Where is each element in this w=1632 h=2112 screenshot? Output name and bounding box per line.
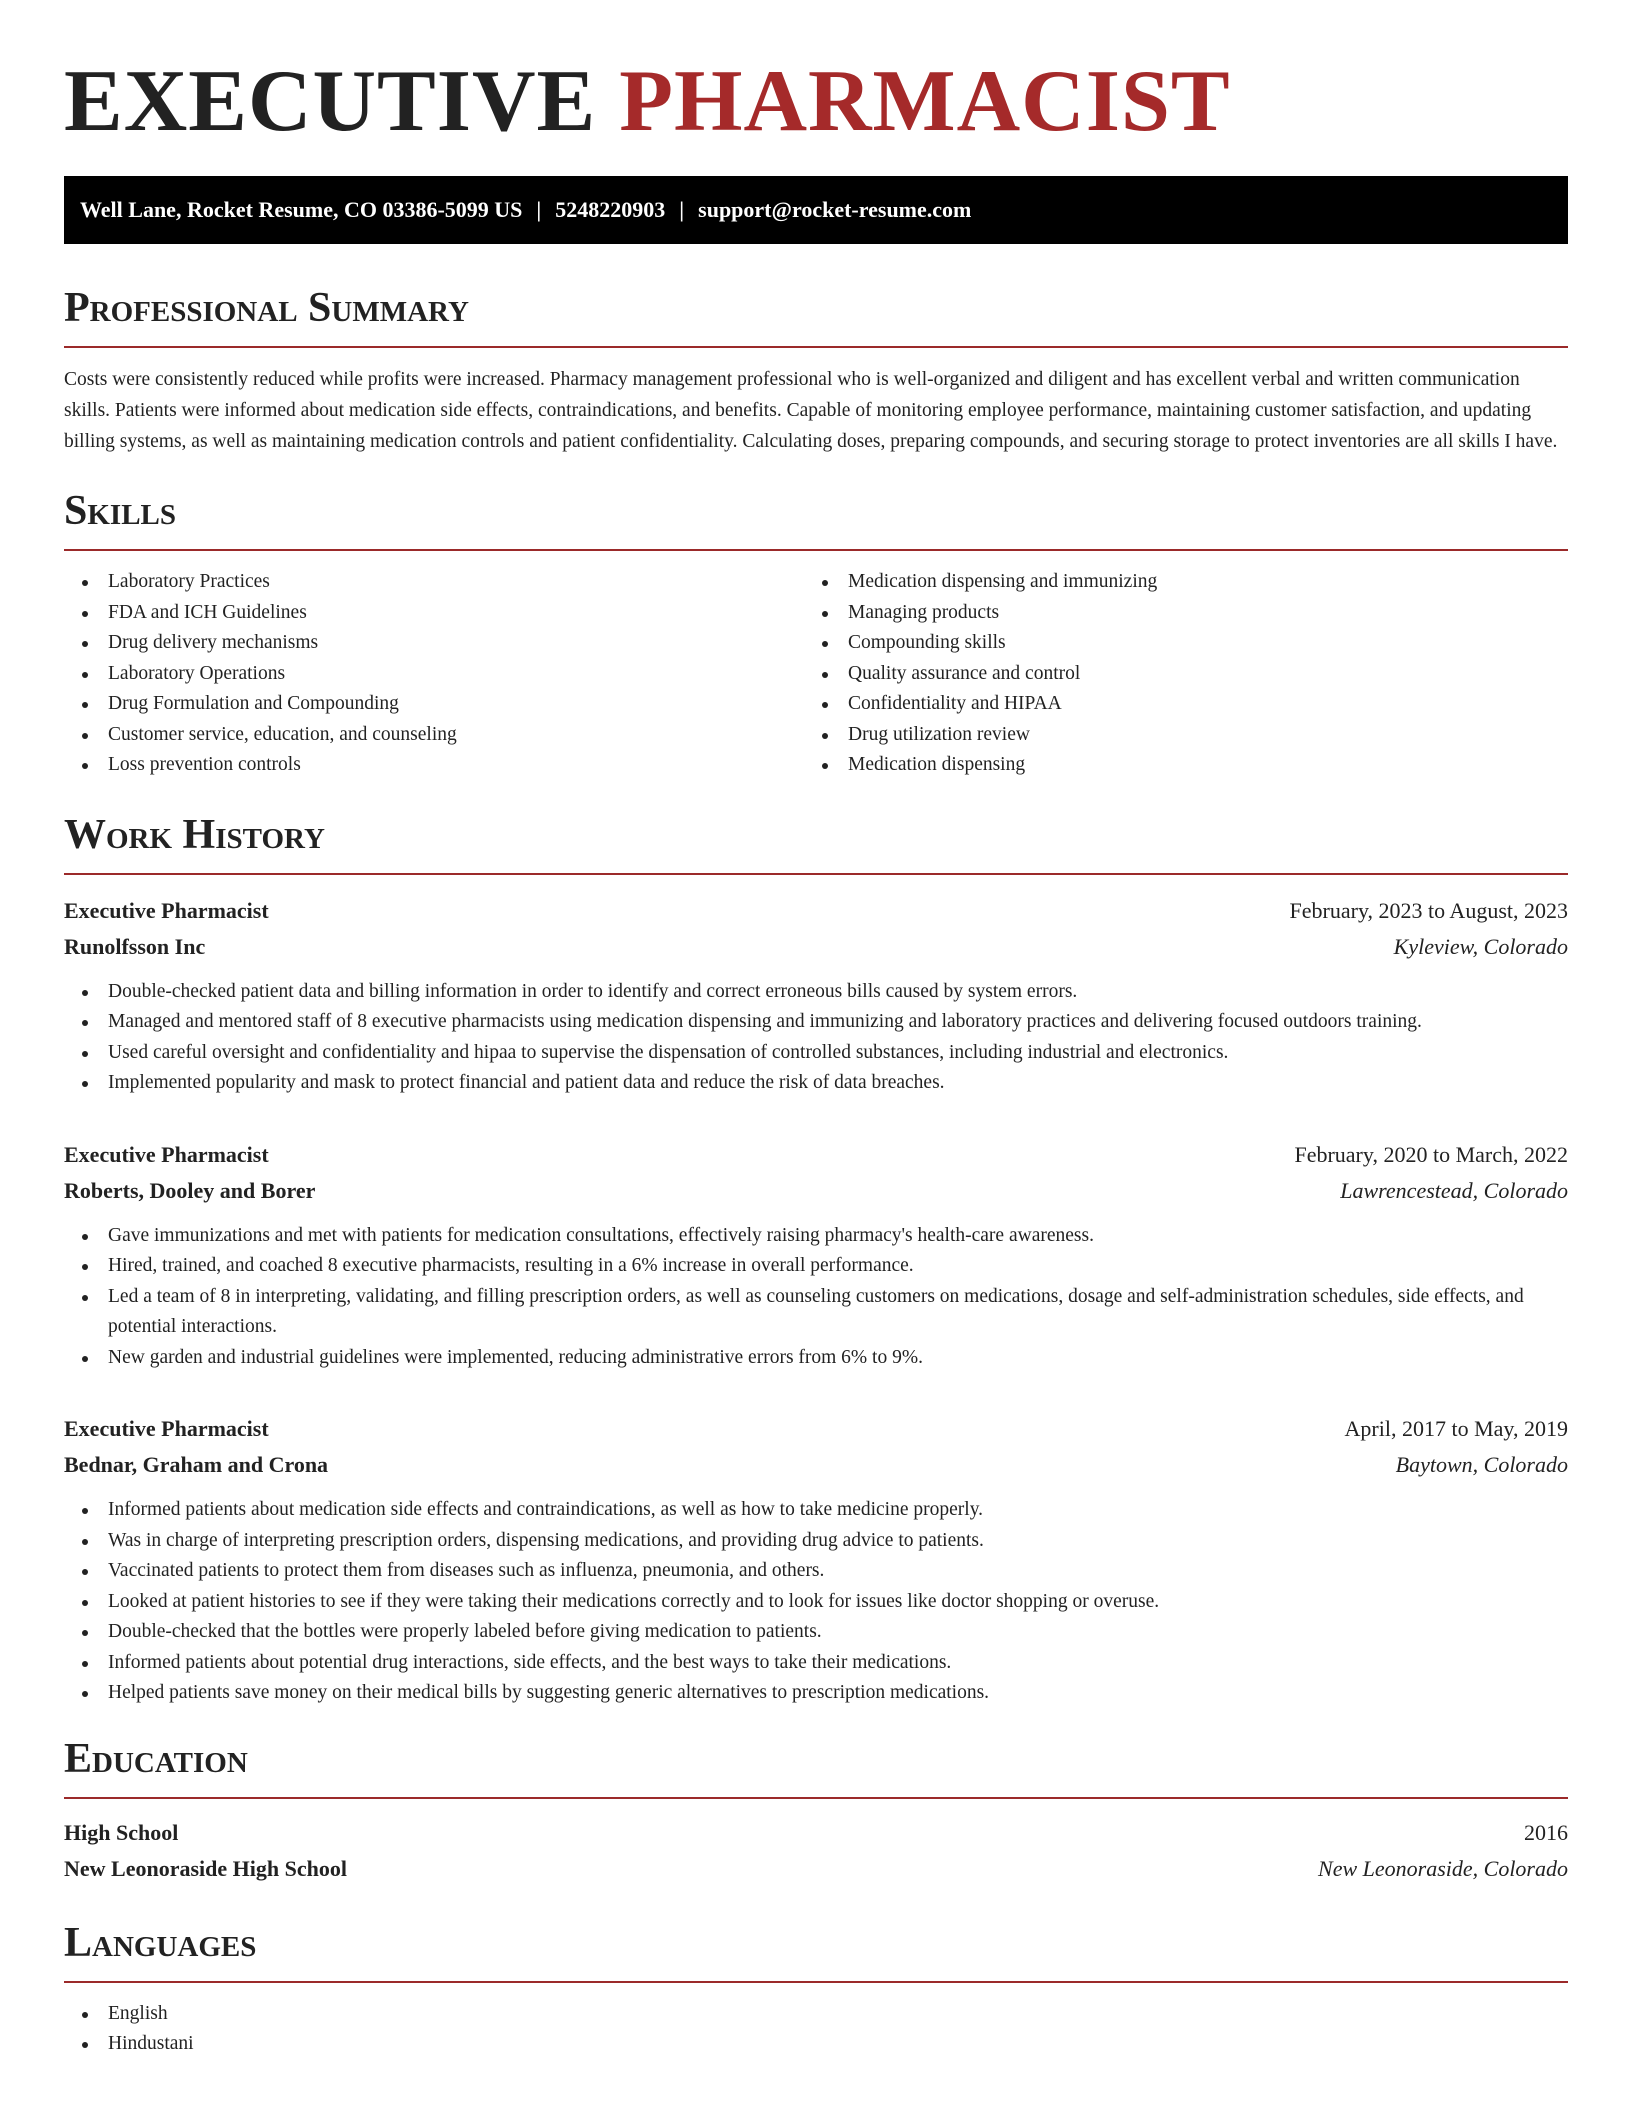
- job-bullet: Implemented popularity and mask to protect financial and patient data and reduce the risk of data breaches.: [64, 1068, 1568, 1099]
- skill-item: Quality assurance and control: [804, 659, 1544, 690]
- job-bullet: Double-checked that the bottles were properly labeled before giving medication to patients.: [64, 1617, 1568, 1648]
- section-divider: [64, 1981, 1568, 1983]
- job-bullet: New garden and industrial guidelines were implemented, reducing administrative errors from 6% to 9%.: [64, 1343, 1568, 1374]
- section-divider: [64, 1797, 1568, 1799]
- contact-separator: |: [679, 197, 685, 222]
- education-heading: Education: [64, 1735, 248, 1782]
- education-school-row: [64, 1851, 1568, 1887]
- skill-item: FDA and ICH Guidelines: [64, 598, 804, 629]
- job-bullet: Vaccinated patients to protect them from diseases such as influenza, pneumonia, and others.: [64, 1556, 1568, 1587]
- skill-item: Managing products: [804, 598, 1544, 629]
- skills-grid: [64, 567, 1568, 781]
- education-degree: High School: [64, 1819, 179, 1845]
- skills-column-right: [804, 567, 1544, 781]
- job-bullet: Double-checked patient data and billing information in order to identify and correct erroneous bills caused by system errors.: [64, 977, 1568, 1008]
- section-divider: [64, 873, 1568, 875]
- skill-item: Medication dispensing: [804, 750, 1544, 781]
- job-bullet: Helped patients save money on their medical bills by suggesting generic alternatives to prescription medications.: [64, 1678, 1568, 1709]
- job-bullet: Looked at patient histories to see if they were taking their medications correctly and to look for issues like doctor shopping or overuse.: [64, 1587, 1568, 1618]
- job-company: Roberts, Dooley and Borer: [64, 1177, 316, 1203]
- title-part-1: EXECUTIVE: [64, 53, 597, 150]
- skill-item: Drug delivery mechanisms: [64, 628, 804, 659]
- languages-heading: Languages: [64, 1919, 257, 1966]
- job-bullet: Used careful oversight and confidentiality and hipaa to supervise the dispensation of controlled substances, including industrial and electronics.: [64, 1038, 1568, 1069]
- skill-item: Medication dispensing and immunizing: [804, 567, 1544, 598]
- job-bullet: Managed and mentored staff of 8 executive pharmacists using medication dispensing and immunizing and laboratory practices and delivering focused outdoors training.: [64, 1007, 1568, 1038]
- job-company-row: [64, 1447, 1568, 1483]
- skill-item: Drug utilization review: [804, 720, 1544, 751]
- job-bullets: [64, 977, 1568, 1099]
- job-header-row: [64, 1137, 1568, 1173]
- work-history-heading: Work History: [64, 811, 325, 858]
- job-dates: April, 2017 to May, 2019: [1344, 1416, 1568, 1441]
- job-entry: [64, 1411, 1568, 1709]
- job-location: Kyleview, Colorado: [1393, 933, 1568, 959]
- job-entry: [64, 1137, 1568, 1374]
- education-location: New Leonoraside, Colorado: [1318, 1855, 1568, 1881]
- languages-list: [64, 1999, 1568, 2060]
- skill-item: Customer service, education, and counseling: [64, 720, 804, 751]
- skill-item: Compounding skills: [804, 628, 1544, 659]
- job-bullet: Gave immunizations and met with patients for medication consultations, effectively raising pharmacy's health-care awareness.: [64, 1221, 1568, 1252]
- job-bullet: Hired, trained, and coached 8 executive pharmacists, resulting in a 6% increase in overall performance.: [64, 1251, 1568, 1282]
- work-history-section: [64, 809, 1568, 1709]
- contact-bar: [64, 176, 1568, 244]
- title-part-2: PHARMACIST: [619, 53, 1231, 150]
- education-entry: [64, 1815, 1568, 1887]
- skill-item: Laboratory Practices: [64, 567, 804, 598]
- job-title: Executive Pharmacist: [64, 1141, 269, 1167]
- education-section: [64, 1733, 1568, 1887]
- job-company-row: [64, 1173, 1568, 1209]
- summary-section: [64, 282, 1568, 457]
- job-dates: February, 2020 to March, 2022: [1294, 1141, 1568, 1167]
- language-item: English: [64, 1999, 1568, 2030]
- skills-heading: Skills: [64, 488, 177, 534]
- contact-separator: |: [536, 197, 542, 222]
- resume-title: [64, 0, 1568, 152]
- job-company: Runolfsson Inc: [64, 933, 206, 959]
- languages-section: [64, 1917, 1568, 2060]
- section-divider: [64, 549, 1568, 551]
- resume-page: [64, 0, 1568, 2060]
- job-dates: February, 2023 to August, 2023: [1289, 897, 1568, 923]
- job-bullet: Was in charge of interpreting prescription orders, dispensing medications, and providing drug advice to patients.: [64, 1526, 1568, 1557]
- job-location: Lawrencestead, Colorado: [1340, 1177, 1568, 1203]
- job-header-row: [64, 893, 1568, 929]
- section-divider: [64, 346, 1568, 348]
- education-school: New Leonoraside High School: [64, 1855, 347, 1881]
- job-title: Executive Pharmacist: [64, 897, 269, 923]
- job-title: Executive Pharmacist: [64, 1416, 269, 1441]
- skill-item: Laboratory Operations: [64, 659, 804, 690]
- job-bullets: [64, 1495, 1568, 1709]
- contact-address: Well Lane, Rocket Resume, CO 03386-5099 US: [80, 197, 523, 222]
- contact-email[interactable]: support@rocket-resume.com: [698, 197, 972, 222]
- language-item: Hindustani: [64, 2029, 1568, 2060]
- summary-heading: Professional Summary: [64, 285, 469, 331]
- job-bullet: Informed patients about medication side effects and contraindications, as well as how to take medicine properly.: [64, 1495, 1568, 1526]
- job-location: Baytown, Colorado: [1395, 1452, 1568, 1477]
- summary-text: Costs were consistently reduced while profits were increased. Pharmacy management professional who is well-organized and diligent and has excellent verbal and written communication skills. Patients were informed about medication side effects, contraindications, and benefits. Capable of monitoring employee performance, maintaining customer satisfaction, and updating billing systems, as well as maintaining medication controls and patient confidentiality. Calculating doses, preparing compounds, and securing storage to protect inventories are all skills I have.: [64, 369, 1558, 452]
- skills-section: [64, 485, 1568, 781]
- skill-item: Loss prevention controls: [64, 750, 804, 781]
- education-header-row: [64, 1815, 1568, 1851]
- skill-item: Confidentiality and HIPAA: [804, 689, 1544, 720]
- job-entry: [64, 893, 1568, 1099]
- job-bullet: Led a team of 8 in interpreting, validating, and filling prescription orders, as well as counseling customers on medications, dosage and self-administration schedules, side effects, and potential interactions.: [64, 1282, 1568, 1343]
- job-bullets: [64, 1221, 1568, 1374]
- contact-phone[interactable]: 5248220903: [555, 197, 666, 222]
- job-company-row: [64, 929, 1568, 965]
- skills-column-left: [64, 567, 804, 781]
- job-company: Bednar, Graham and Crona: [64, 1452, 329, 1477]
- job-header-row: [64, 1411, 1568, 1447]
- education-year: 2016: [1524, 1819, 1568, 1845]
- skill-item: Drug Formulation and Compounding: [64, 689, 804, 720]
- job-bullet: Informed patients about potential drug interactions, side effects, and the best ways to take their medications.: [64, 1648, 1568, 1679]
